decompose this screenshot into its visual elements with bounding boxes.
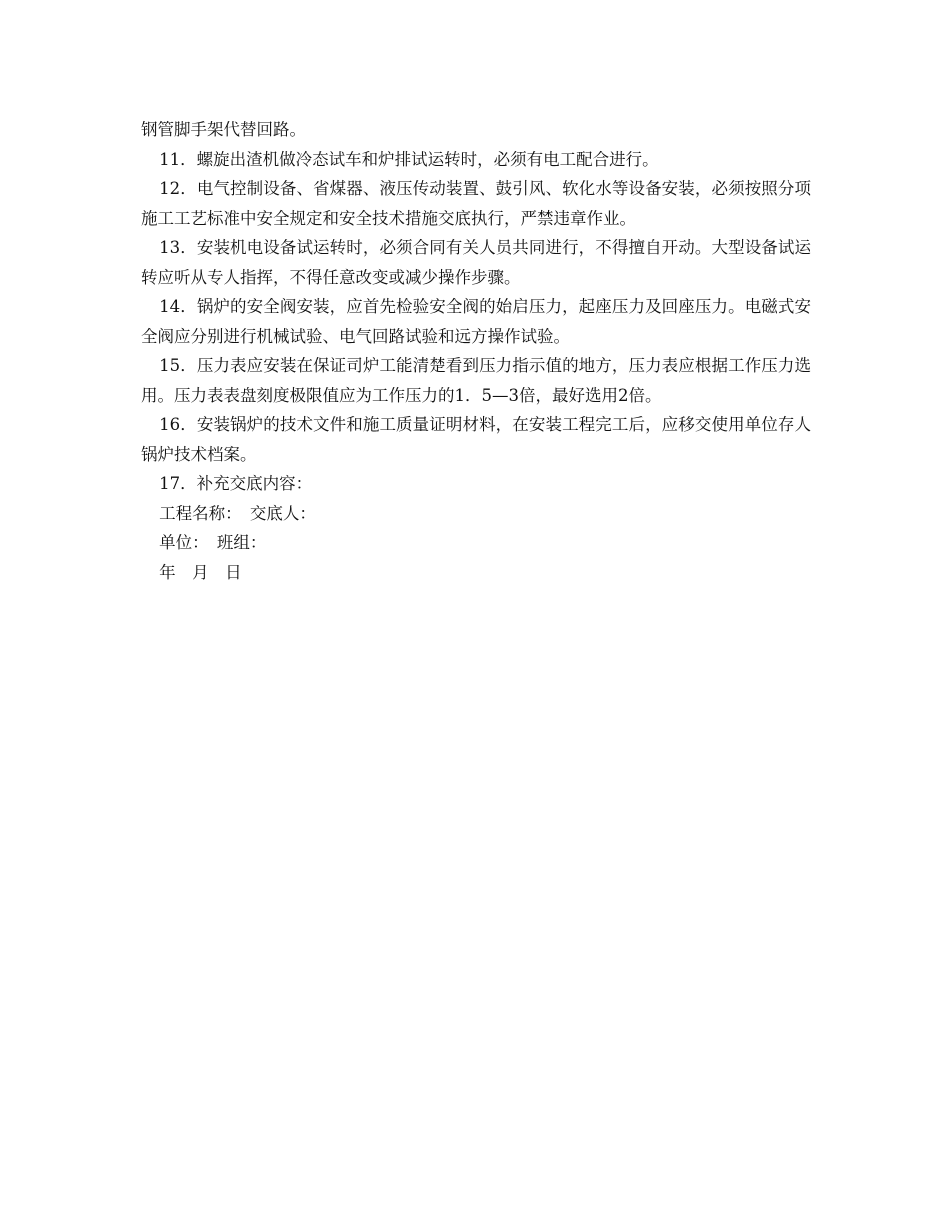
paragraph-item-12: 12．电气控制设备、省煤器、液压传动装置、鼓引风、软化水等设备安装，必须按照分项施工工艺标准中安全规定和安全技术措施交底执行，严禁违章作业。: [141, 179, 811, 228]
paragraph-item-15: 15．压力表应安装在保证司炉工能清楚看到压力指示值的地方，压力表应根据工作压力选用。压力表表盘刻度极限值应为工作压力的1．5—3倍，最好选用2倍。: [141, 356, 811, 405]
unit-team-line: 单位： 班组：: [159, 533, 267, 552]
paragraph-item-17: 17．补充交底内容：: [159, 474, 313, 493]
paragraph-item-16: 16．安装锅炉的技术文件和施工质量证明材料，在安装工程完工后，应移交使用单位存人锅炉技术档案。: [141, 415, 811, 464]
paragraph-item-11: 11．螺旋出渣机做冷态试车和炉排试运转时，必须有电工配合进行。: [159, 149, 659, 169]
paragraph-continuation: 钢管脚手架代替回路。: [141, 120, 306, 139]
document-body: [141, 115, 811, 587]
date-line: 年 月 日: [159, 562, 242, 582]
project-name-line: 工程名称： 交底人：: [159, 503, 316, 523]
paragraph-item-14: 14．锅炉的安全阀安装，应首先检验安全阀的始启压力，起座压力及回座压力。电磁式安全阀应分别进行机械试验、电气回路试验和远方操作试验。: [141, 297, 811, 346]
paragraph-item-13: 13．安装机电设备试运转时，必须合同有关人员共同进行，不得擅自开动。大型设备试运转应听从专人指挥，不得任意改变或减少操作步骤。: [141, 238, 811, 287]
